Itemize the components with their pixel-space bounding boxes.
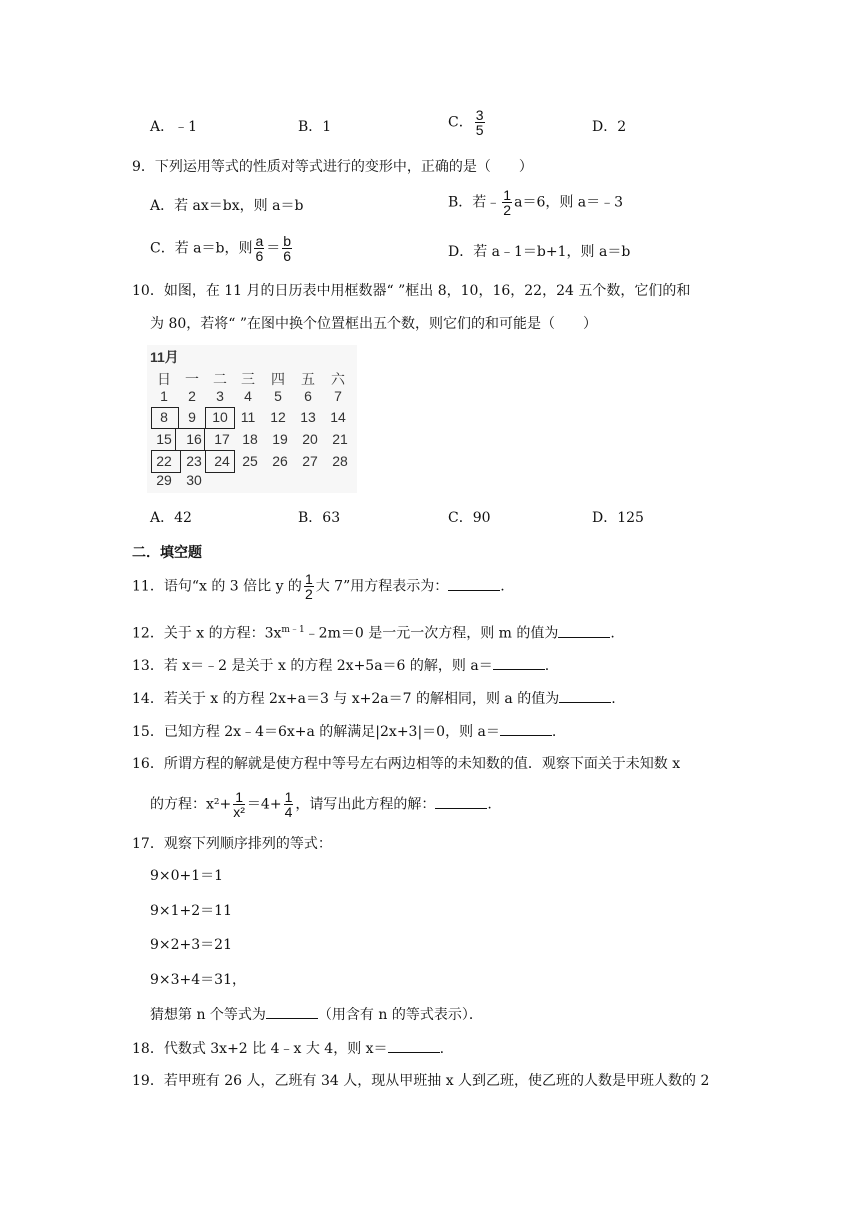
q17-stem: 17．观察下列顺序排列的等式： — [132, 836, 332, 852]
calendar-day: 15 — [156, 431, 172, 447]
calendar-day: 22 — [156, 453, 172, 469]
q18: 18．代数式 3x+2 比 4﹣x 大 4，则 x＝ . — [132, 1038, 444, 1059]
q10-option-a: A．42 — [150, 510, 192, 526]
calendar-figure — [147, 345, 357, 493]
fraction: $\frac{1}{4}$ — [284, 789, 293, 820]
calendar-day: 9 — [188, 409, 196, 425]
calendar-day: 16 — [186, 431, 202, 447]
q9-option-b: B．若﹣ $\frac{1}{2}$ a＝6，则 a＝﹣3 — [448, 187, 624, 218]
calendar-weekday: 二 — [213, 371, 227, 387]
calendar-weekday: 四 — [271, 371, 285, 387]
answer-blank[interactable] — [435, 794, 487, 809]
q10-option-b: B．63 — [298, 510, 341, 526]
calendar-day: 23 — [186, 453, 202, 469]
q8-option-d: D．2 — [592, 119, 627, 135]
fraction: $\frac{3}{5}$ — [475, 107, 484, 138]
calendar-frame-box — [151, 407, 179, 429]
calendar-day: 17 — [214, 431, 230, 447]
q8-option-c — [448, 108, 487, 137]
q19-line1: 19．若甲班有 26 人，乙班有 34 人，现从甲班抽 x 人到乙班，使乙班的人数是甲班人数的 2 — [132, 1073, 710, 1089]
calendar-frame-box — [175, 428, 205, 451]
calendar-day: 30 — [186, 472, 202, 488]
calendar-day: 1 — [160, 388, 168, 404]
q14: 14．若关于 x 的方程 2x+a＝3 与 x+2a＝7 的解相同，则 a 的值为 . — [132, 688, 616, 709]
q16-line1: 16．所谓方程的解就是使方程中等号左右两边相等的未知数的值．观察下面关于未知数 x — [132, 756, 681, 772]
fraction: $\frac{a}{6}$ — [255, 233, 264, 264]
q16-line2: 的方程：x²+ $\frac{1}{\text{x²}}$ ＝4+ $\frac{1}{4}$ ，请写出此方程的解： . — [150, 789, 492, 820]
q8-option-c-label: C． — [448, 114, 473, 131]
calendar-day: 24 — [214, 453, 230, 469]
fraction: $\frac{b}{6}$ — [283, 233, 292, 264]
calendar-frame-box — [151, 450, 181, 473]
calendar-day: 10 — [212, 409, 228, 425]
q9-option-c: C．若 a＝b，则 $\frac{a}{6}$ ＝ $\frac{b}{6}$ — [150, 233, 292, 264]
q8-option-b: B．1 — [298, 119, 332, 135]
answer-blank[interactable] — [266, 1004, 318, 1019]
calendar-day: 19 — [272, 431, 288, 447]
answer-blank[interactable] — [500, 721, 552, 736]
calendar-weekday: 三 — [241, 371, 255, 387]
calendar-day: 28 — [332, 453, 348, 469]
calendar-day: 29 — [156, 472, 172, 488]
answer-blank[interactable] — [448, 576, 500, 591]
calendar-day: 8 — [160, 409, 168, 425]
q17-equation: 9×0+1＝1 — [150, 868, 224, 884]
calendar-day: 27 — [302, 453, 318, 469]
fraction: $\frac{1}{2}$ — [503, 187, 512, 218]
calendar-day: 25 — [242, 453, 258, 469]
calendar-day: 11 — [240, 409, 256, 425]
q9-option-a: A．若 ax＝bx，则 a＝b — [150, 198, 304, 214]
q12: 12．关于 x 的方程：$3x^{m﹣1}﹣2m=0$ 是一元一次方程，则 m 的值为 . — [132, 620, 615, 644]
q17-equation: 9×2+3＝21 — [150, 937, 232, 953]
calendar-weekday: 一 — [185, 371, 199, 387]
fraction: $\frac{1}{2}$ — [304, 571, 313, 602]
q15: 15．已知方程 2x﹣4＝6x+a 的解满足|2x+3|＝0，则 a＝ . — [132, 721, 556, 742]
q10-line2: 为 80，若将“ ”在图中换个位置框出五个数，则它们的和可能是（ ） — [150, 316, 598, 332]
calendar-day: 6 — [304, 388, 312, 404]
q11: 11．语句“x 的 3 倍比 y 的 $\frac{1}{2}$ 大 7”用方程表示为： . — [132, 571, 505, 602]
answer-blank[interactable] — [388, 1038, 440, 1053]
calendar-day: 7 — [334, 388, 342, 404]
q10-option-c: C．90 — [448, 510, 491, 526]
calendar-day: 12 — [270, 409, 286, 425]
calendar-month: 11月 — [150, 349, 179, 365]
q10-option-d: D．125 — [592, 510, 644, 526]
q9-option-d: D．若 a﹣1＝b+1，则 a＝b — [448, 244, 631, 260]
q17-equation: 9×3+4＝31， — [150, 972, 246, 988]
calendar-weekday: 日 — [157, 371, 171, 387]
calendar-weekday: 六 — [331, 371, 345, 387]
answer-blank[interactable] — [558, 623, 610, 638]
section-heading: 二．填空题 — [132, 545, 202, 561]
q13: 13．若 x＝﹣2 是关于 x 的方程 2x+5a＝6 的解，则 a＝ . — [132, 655, 549, 676]
calendar-day: 20 — [302, 431, 318, 447]
calendar-day: 5 — [274, 388, 282, 404]
q9-stem: 9．下列运用等式的性质对等式进行的变形中，正确的是（ ） — [132, 159, 533, 175]
calendar-weekday: 五 — [301, 371, 315, 387]
calendar-day: 14 — [330, 409, 346, 425]
q10-line1: 10．如图，在 11 月的日历表中用框数器“ ”框出 8，10，16，22，24 五个数，它们的和 — [132, 283, 691, 299]
calendar-frame-box — [205, 407, 235, 429]
answer-blank[interactable] — [493, 655, 545, 670]
calendar-day: 21 — [332, 431, 348, 447]
q17-guess: 猜想第 n 个等式为 （用含有 n 的等式表示）． — [150, 1004, 483, 1025]
calendar-day: 18 — [242, 431, 258, 447]
fraction: $\frac{1}{\text{x²}}$ — [233, 789, 245, 820]
calendar-day: 2 — [188, 388, 196, 404]
calendar-day: 13 — [300, 409, 316, 425]
calendar-day: 4 — [244, 388, 252, 404]
q8-option-a: A．﹣1 — [150, 119, 198, 135]
answer-blank[interactable] — [559, 688, 611, 703]
q17-equation: 9×1+2＝11 — [150, 903, 232, 919]
calendar-frame-box — [205, 450, 235, 473]
calendar-day: 3 — [216, 388, 224, 404]
calendar-day: 26 — [272, 453, 288, 469]
